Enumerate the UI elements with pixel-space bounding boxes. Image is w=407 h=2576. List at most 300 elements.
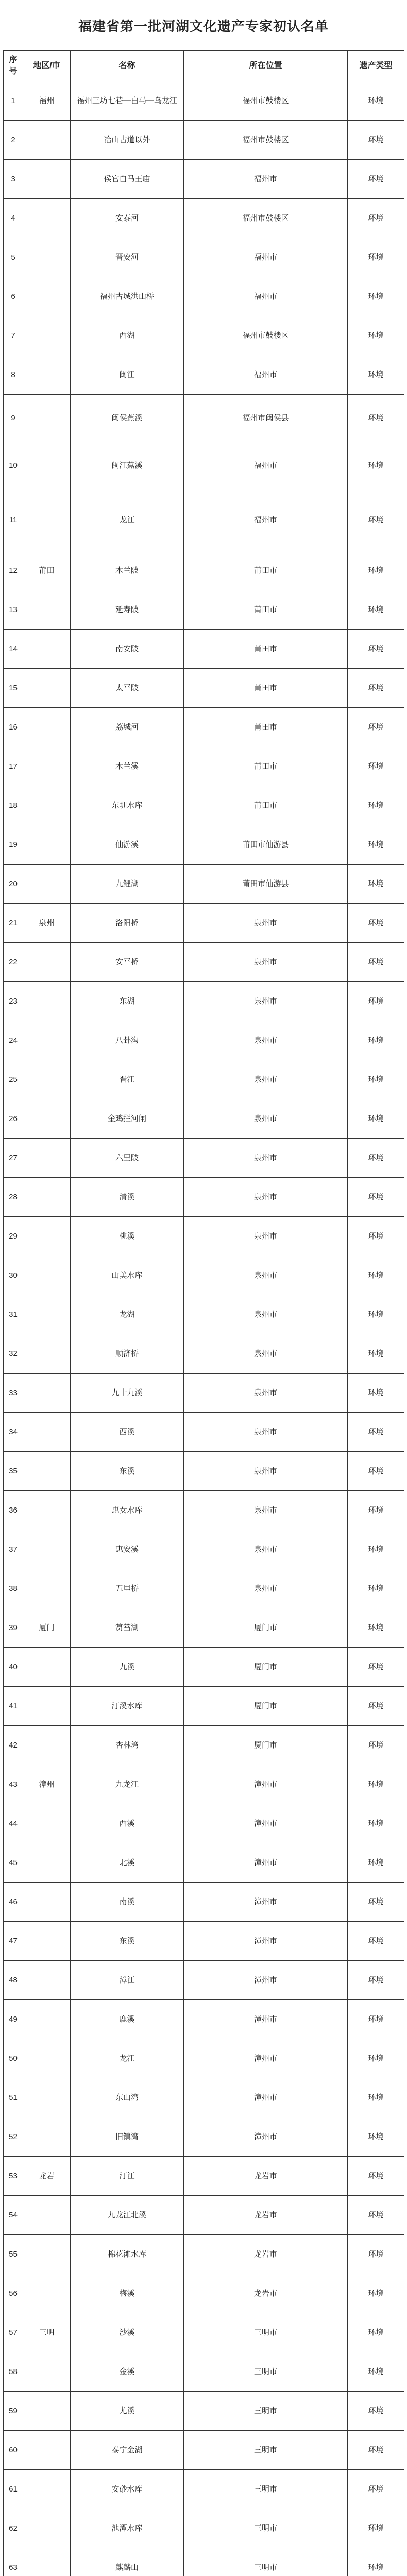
row-number: 52 [4,2117,23,2157]
row-number: 47 [4,1922,23,1961]
table-row [4,442,404,489]
row-name: 西湖 [71,316,184,355]
table-row [4,2000,404,2039]
row-number: 20 [4,865,23,904]
table-row [4,1569,404,1608]
row-name: 安泰河 [71,199,184,238]
table-row [4,489,404,551]
row-type: 环境 [348,1374,404,1413]
row-city [23,1295,71,1334]
row-location: 泉州市 [184,1178,348,1217]
row-type: 环境 [348,2392,404,2431]
table-row [4,395,404,442]
row-number: 28 [4,1178,23,1217]
row-city [23,2431,71,2470]
row-location: 厦门市 [184,1687,348,1726]
row-number: 8 [4,355,23,395]
row-name: 九鲤湖 [71,865,184,904]
row-city [23,1726,71,1765]
table-row [4,1374,404,1413]
table-row [4,81,404,121]
row-location: 三明市 [184,2509,348,2548]
table-row [4,1139,404,1178]
row-number: 25 [4,1060,23,1099]
row-name: 冶山古道以外 [71,121,184,160]
row-name: 九龙江 [71,1765,184,1804]
row-city [23,1060,71,1099]
header-cell: 名称 [71,51,184,81]
row-location: 漳州市 [184,2117,348,2157]
row-location: 泉州市 [184,1569,348,1608]
row-type: 环境 [348,1922,404,1961]
row-city [23,2117,71,2157]
row-city [23,590,71,630]
row-location: 漳州市 [184,1922,348,1961]
row-city [23,2235,71,2274]
row-name: 福州古城洪山桥 [71,277,184,316]
row-type: 环境 [348,1765,404,1804]
row-type: 环境 [348,277,404,316]
row-number: 57 [4,2313,23,2352]
row-number: 16 [4,708,23,747]
row-location: 莆田市 [184,590,348,630]
row-location: 福州市鼓楼区 [184,199,348,238]
row-number: 7 [4,316,23,355]
row-location: 厦门市 [184,1726,348,1765]
row-number: 48 [4,1961,23,2000]
row-name: 九溪 [71,1648,184,1687]
table-row [4,1295,404,1334]
row-location: 莆田市 [184,708,348,747]
row-city: 福州 [23,81,71,121]
table-row [4,1217,404,1256]
row-type: 环境 [348,982,404,1021]
table-row [4,590,404,630]
row-number: 50 [4,2039,23,2078]
row-name: 筼筜湖 [71,1608,184,1648]
table-row [4,1530,404,1569]
row-type: 环境 [348,2235,404,2274]
row-name: 晋安河 [71,238,184,277]
row-number: 15 [4,669,23,708]
row-number: 29 [4,1217,23,1256]
row-number: 3 [4,160,23,199]
row-name: 尤溪 [71,2392,184,2431]
table-row [4,1608,404,1648]
row-name: 泰宁金湖 [71,2431,184,2470]
row-name: 旧镇湾 [71,2117,184,2157]
table-row [4,1687,404,1726]
row-name: 顺济桥 [71,1334,184,1374]
row-name: 惠女水库 [71,1491,184,1530]
row-type: 环境 [348,2470,404,2509]
row-type: 环境 [348,1295,404,1334]
row-number: 56 [4,2274,23,2313]
row-name: 木兰陂 [71,551,184,590]
table-body [4,81,404,2576]
row-number: 42 [4,1726,23,1765]
row-type: 环境 [348,1491,404,1530]
table-row [4,943,404,982]
row-type: 环境 [348,2196,404,2235]
table-row [4,2078,404,2117]
table-row [4,1060,404,1099]
row-name: 龙湖 [71,1295,184,1334]
row-number: 61 [4,2470,23,2509]
row-city [23,1099,71,1139]
row-number: 22 [4,943,23,982]
row-type: 环境 [348,81,404,121]
row-type: 环境 [348,786,404,825]
table-row [4,1726,404,1765]
row-location: 泉州市 [184,1413,348,1452]
row-location: 福州市 [184,489,348,551]
row-location: 泉州市 [184,1374,348,1413]
row-name: 东山湾 [71,2078,184,2117]
row-name: 侯官白马王庙 [71,160,184,199]
table-row [4,2548,404,2576]
table-row [4,1491,404,1530]
row-location: 厦门市 [184,1648,348,1687]
row-number: 4 [4,199,23,238]
row-location: 龙岩市 [184,2274,348,2313]
row-name: 汀溪水库 [71,1687,184,1726]
row-number: 59 [4,2392,23,2431]
heritage-table [3,50,404,2576]
row-number: 34 [4,1413,23,1452]
row-name: 太平陂 [71,669,184,708]
row-type: 环境 [348,747,404,786]
row-type: 环境 [348,1021,404,1060]
row-city [23,1530,71,1569]
row-location: 泉州市 [184,1060,348,1099]
row-city [23,2392,71,2431]
row-name: 安砂水库 [71,2470,184,2509]
row-type: 环境 [348,2117,404,2157]
table-row [4,2313,404,2352]
row-type: 环境 [348,2313,404,2352]
row-name: 九龙江北溪 [71,2196,184,2235]
row-number: 6 [4,277,23,316]
row-location: 三明市 [184,2431,348,2470]
row-number: 11 [4,489,23,551]
row-number: 43 [4,1765,23,1804]
row-type: 环境 [348,2509,404,2548]
table-row [4,669,404,708]
row-type: 环境 [348,1099,404,1139]
row-city [23,982,71,1021]
row-name: 木兰溪 [71,747,184,786]
row-number: 32 [4,1334,23,1374]
row-name: 金溪 [71,2352,184,2392]
row-city [23,238,71,277]
table-row [4,2039,404,2078]
table-row [4,1413,404,1452]
row-city [23,1883,71,1922]
row-number: 58 [4,2352,23,2392]
row-number: 5 [4,238,23,277]
table-row [4,2431,404,2470]
row-city [23,160,71,199]
table-row [4,708,404,747]
row-city: 三明 [23,2313,71,2352]
table-row [4,982,404,1021]
row-number: 19 [4,825,23,865]
row-type: 环境 [348,825,404,865]
row-name: 东湖 [71,982,184,1021]
row-location: 泉州市 [184,1099,348,1139]
row-name: 惠安溪 [71,1530,184,1569]
table-row [4,904,404,943]
row-type: 环境 [348,1961,404,2000]
table-header-row [4,51,404,81]
row-type: 环境 [348,1687,404,1726]
row-type: 环境 [348,2352,404,2392]
row-number: 21 [4,904,23,943]
row-location: 泉州市 [184,1491,348,1530]
row-type: 环境 [348,1530,404,1569]
row-city [23,1334,71,1374]
row-city [23,121,71,160]
row-number: 23 [4,982,23,1021]
row-city [23,2509,71,2548]
row-type: 环境 [348,1569,404,1608]
header-cell: 地区/市 [23,51,71,81]
row-city [23,2352,71,2392]
row-number: 13 [4,590,23,630]
row-name: 南安陂 [71,630,184,669]
row-name: 北溪 [71,1843,184,1883]
table-row [4,2392,404,2431]
row-number: 17 [4,747,23,786]
row-name: 杏林湾 [71,1726,184,1765]
header-cell: 遗产类型 [348,51,404,81]
row-number: 35 [4,1452,23,1491]
row-name: 福州三坊七巷—白马—乌龙江 [71,81,184,121]
row-number: 54 [4,2196,23,2235]
row-name: 东溪 [71,1452,184,1491]
row-type: 环境 [348,160,404,199]
row-name: 东溪 [71,1922,184,1961]
table-row [4,630,404,669]
row-type: 环境 [348,489,404,551]
row-location: 泉州市 [184,1256,348,1295]
row-type: 环境 [348,2000,404,2039]
table-row [4,1452,404,1491]
row-number: 63 [4,2548,23,2576]
table-row [4,160,404,199]
row-location: 泉州市 [184,1334,348,1374]
row-name: 五里桥 [71,1569,184,1608]
row-location: 泉州市 [184,1021,348,1060]
row-type: 环境 [348,1217,404,1256]
row-location: 漳州市 [184,2039,348,2078]
row-location: 泉州市 [184,1452,348,1491]
row-number: 46 [4,1883,23,1922]
row-name: 闽侯蕉溪 [71,395,184,442]
document-title: 福建省第一批河湖文化遗产专家初认名单 [78,19,329,35]
row-name: 南溪 [71,1883,184,1922]
row-city [23,2548,71,2576]
row-location: 龙岩市 [184,2196,348,2235]
table-row [4,2117,404,2157]
row-type: 环境 [348,590,404,630]
row-type: 环境 [348,1608,404,1648]
table-row [4,121,404,160]
row-name: 延寿陂 [71,590,184,630]
row-type: 环境 [348,1334,404,1374]
row-name: 鹿溪 [71,2000,184,2039]
row-city [23,630,71,669]
row-type: 环境 [348,395,404,442]
row-name: 仙游溪 [71,825,184,865]
header-cell: 所在位置 [184,51,348,81]
row-city [23,1021,71,1060]
row-name: 棉花滩水库 [71,2235,184,2274]
row-location: 莆田市 [184,551,348,590]
row-type: 环境 [348,865,404,904]
row-location: 泉州市 [184,1217,348,1256]
row-number: 45 [4,1843,23,1883]
row-city: 龙岩 [23,2157,71,2196]
row-number: 53 [4,2157,23,2196]
row-city [23,1569,71,1608]
row-type: 环境 [348,2157,404,2196]
row-type: 环境 [348,1804,404,1843]
row-name: 西溪 [71,1804,184,1843]
row-name: 闽江蕉溪 [71,442,184,489]
row-type: 环境 [348,1648,404,1687]
row-type: 环境 [348,551,404,590]
row-location: 漳州市 [184,1883,348,1922]
row-number: 51 [4,2078,23,2117]
row-city [23,1413,71,1452]
row-name: 桃溪 [71,1217,184,1256]
row-city [23,1452,71,1491]
row-location: 福州市鼓楼区 [184,316,348,355]
table-row [4,1256,404,1295]
row-location: 漳州市 [184,1804,348,1843]
row-type: 环境 [348,1883,404,1922]
table-row [4,2157,404,2196]
row-type: 环境 [348,708,404,747]
row-location: 泉州市 [184,1139,348,1178]
row-city [23,865,71,904]
row-city: 厦门 [23,1608,71,1648]
row-city [23,1922,71,1961]
table-row [4,2509,404,2548]
row-city [23,316,71,355]
row-location: 漳州市 [184,2000,348,2039]
row-number: 36 [4,1491,23,1530]
row-type: 环境 [348,1139,404,1178]
row-type: 环境 [348,2078,404,2117]
row-type: 环境 [348,630,404,669]
row-location: 龙岩市 [184,2157,348,2196]
table-row [4,1804,404,1843]
row-name: 汀江 [71,2157,184,2196]
row-city: 漳州 [23,1765,71,1804]
table-row [4,865,404,904]
table-row [4,747,404,786]
row-location: 莆田市 [184,747,348,786]
row-type: 环境 [348,2431,404,2470]
row-city [23,2274,71,2313]
row-city [23,489,71,551]
row-location: 莆田市 [184,630,348,669]
table-row [4,1099,404,1139]
row-type: 环境 [348,355,404,395]
row-number: 49 [4,2000,23,2039]
row-city [23,1374,71,1413]
row-number: 55 [4,2235,23,2274]
table-row [4,2352,404,2392]
row-type: 环境 [348,2039,404,2078]
row-location: 福州市 [184,277,348,316]
row-type: 环境 [348,1413,404,1452]
table-row [4,2235,404,2274]
row-city [23,2039,71,2078]
table-row [4,316,404,355]
row-city [23,1139,71,1178]
row-type: 环境 [348,1452,404,1491]
row-location: 三明市 [184,2392,348,2431]
table-row [4,1883,404,1922]
row-number: 30 [4,1256,23,1295]
row-type: 环境 [348,669,404,708]
row-number: 62 [4,2509,23,2548]
row-location: 泉州市 [184,1530,348,1569]
row-type: 环境 [348,1060,404,1099]
row-type: 环境 [348,1256,404,1295]
row-location: 福州市 [184,160,348,199]
row-city [23,1804,71,1843]
row-location: 漳州市 [184,1961,348,2000]
row-type: 环境 [348,238,404,277]
row-type: 环境 [348,316,404,355]
table-row [4,1922,404,1961]
row-number: 37 [4,1530,23,1569]
row-location: 莆田市 [184,669,348,708]
row-city [23,786,71,825]
row-location: 龙岩市 [184,2235,348,2274]
row-location: 福州市鼓楼区 [184,81,348,121]
row-number: 9 [4,395,23,442]
row-location: 泉州市 [184,982,348,1021]
table-row [4,199,404,238]
table-row [4,786,404,825]
header-cell: 序号 [4,51,23,81]
row-location: 泉州市 [184,1295,348,1334]
row-type: 环境 [348,2548,404,2576]
row-name: 闽江 [71,355,184,395]
row-number: 12 [4,551,23,590]
table-row [4,1334,404,1374]
row-number: 60 [4,2431,23,2470]
row-name: 金鸡拦河闸 [71,1099,184,1139]
row-location: 漳州市 [184,2078,348,2117]
row-type: 环境 [348,904,404,943]
row-location: 莆田市 [184,786,348,825]
row-type: 环境 [348,1726,404,1765]
row-name: 东圳水库 [71,786,184,825]
row-name: 晋江 [71,1060,184,1099]
row-city [23,1961,71,2000]
row-name: 沙溪 [71,2313,184,2352]
row-city [23,442,71,489]
row-name: 荔城河 [71,708,184,747]
row-city [23,395,71,442]
